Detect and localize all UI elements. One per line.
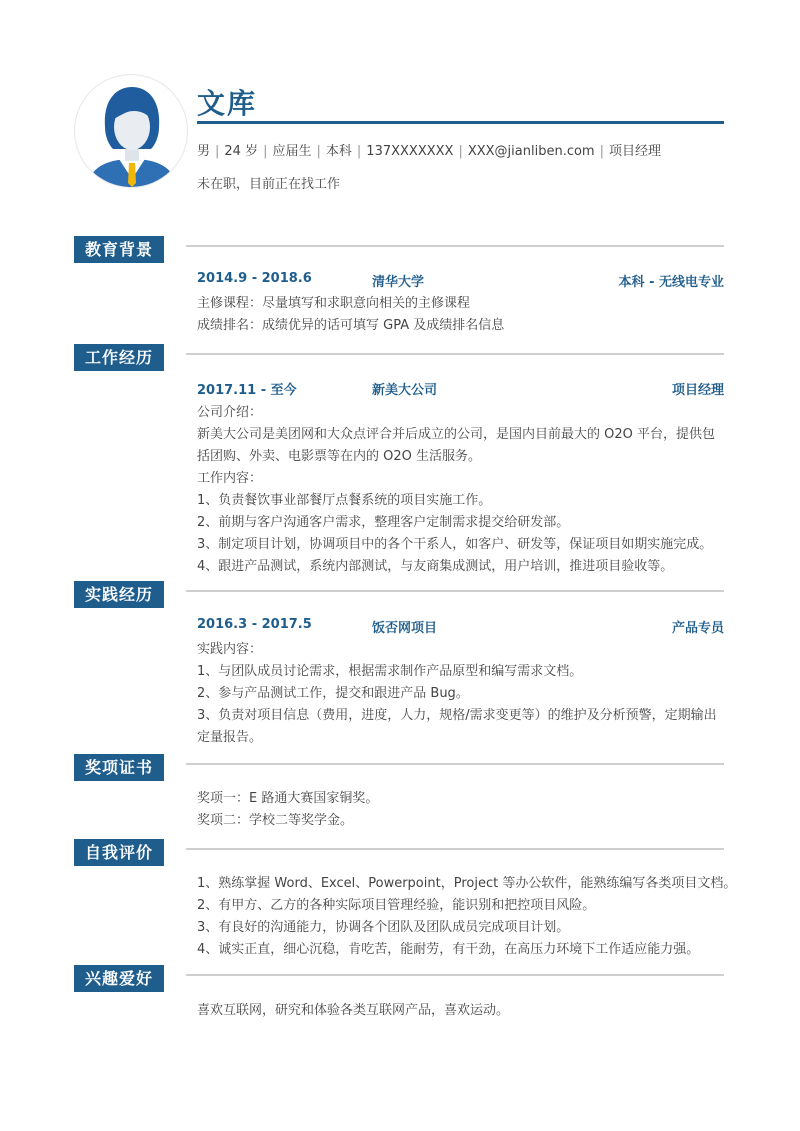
education-school: 清华大学 (372, 275, 425, 290)
self-evaluation-item: 2、有甲方、乙方的各种实际项目管理经验，能识别和把控项目风险。 (197, 898, 596, 913)
info-separator: | (599, 144, 604, 159)
work-role: 项目经理 (671, 383, 724, 398)
practice-row (197, 617, 724, 637)
practice-item: 2、参与产品测试工作，提交和跟进产品 Bug。 (197, 686, 469, 701)
work-period: 2017.11 - 至今 (197, 383, 297, 398)
work-item: 3、制定项目计划，协调项目中的各个干系人，如客户、研发等，保证项目如期实施完成。 (197, 537, 713, 552)
candidate-name: 文库 (197, 87, 258, 120)
section-title-work: 工作经历 (74, 344, 164, 371)
info-phone: 137XXXXXXX (366, 144, 454, 159)
info-separator: | (356, 144, 362, 159)
info-age: 24 岁 (224, 144, 259, 159)
info-gender: 男 (197, 144, 211, 159)
self-evaluation-item: 1、熟练掌握 Word、Excel、Powerpoint，Project 等办公软件，能熟练编写各类项目文档。 (197, 876, 737, 891)
section-title-practice: 实践经历 (74, 581, 164, 608)
practice-item: 1、与团队成员讨论需求，根据需求制作产品原型和编写需求文档。 (197, 664, 583, 679)
work-intro-label: 公司介绍： (197, 405, 263, 420)
practice-item: 3、负责对项目信息（费用，进度，人力，规格/需求变更等）的维护及分析预警，定期输出定量报告。 (197, 708, 717, 745)
award-item: 奖项二：学校二等奖学金。 (197, 813, 354, 828)
person-avatar-icon (75, 75, 188, 188)
work-item: 4、跟进产品测试，系统内部测试，与友商集成测试，用户培训，推进项目验收等。 (197, 559, 674, 574)
practice-project: 饭否网项目 (372, 621, 438, 636)
info-separator: | (215, 144, 220, 159)
practice-content-label: 实践内容： (197, 642, 263, 657)
self-evaluation-item: 4、诚实正直，细心沉稳，肯吃苦，能耐劳，有干劲，在高压力环境下工作适应能力强。 (197, 942, 700, 957)
section-divider (186, 353, 724, 355)
education-degree: 本科 - 无线电专业 (618, 275, 724, 290)
section-title-hobbies: 兴趣爱好 (74, 965, 164, 992)
info-status: 应届生 (272, 144, 312, 159)
job-status: 未在职，目前正在找工作 (197, 177, 341, 192)
personal-info (197, 140, 661, 159)
award-item: 奖项一：E 路通大赛国家铜奖。 (197, 791, 379, 806)
practice-role: 产品专员 (671, 621, 724, 636)
work-intro: 新美大公司是美团网和大众点评合并后成立的公司，是国内目前最大的 O2O 平台，提供包括团购、外卖、电影票等在内的 O2O 生活服务。 (197, 427, 716, 464)
section-divider (186, 590, 724, 592)
section-divider (186, 245, 724, 247)
section-title-education: 教育背景 (74, 236, 164, 263)
work-item: 1、负责餐饮事业部餐厅点餐系统的项目实施工作。 (197, 493, 492, 508)
section-title-awards: 奖项证书 (74, 754, 164, 781)
info-degree: 本科 (325, 144, 352, 159)
work-company: 新美大公司 (372, 383, 438, 398)
work-content-label: 工作内容： (197, 471, 263, 486)
name-underline (197, 121, 724, 124)
self-evaluation-item: 3、有良好的沟通能力，协调各个团队及团队成员完成项目计划。 (197, 920, 570, 935)
section-divider (186, 848, 724, 850)
hobbies-text: 喜欢互联网，研究和体验各类互联网产品，喜欢运动。 (197, 1003, 510, 1018)
info-target-role: 项目经理 (609, 144, 662, 159)
avatar (74, 74, 188, 188)
work-row (197, 379, 724, 399)
info-email: XXX@jianliben.com (467, 144, 595, 159)
work-item: 2、前期与客户沟通客户需求，整理客户定制需求提交给研发部。 (197, 515, 570, 530)
section-title-self-evaluation: 自我评价 (74, 839, 164, 866)
info-separator: | (263, 144, 268, 159)
education-ranking: 成绩排名：成绩优异的话可填写 GPA 及成绩排名信息 (197, 318, 505, 333)
section-divider (186, 763, 724, 765)
education-row (197, 271, 724, 291)
info-separator: | (458, 144, 463, 159)
practice-period: 2016.3 - 2017.5 (197, 617, 312, 632)
section-divider (186, 974, 724, 976)
education-period: 2014.9 - 2018.6 (197, 271, 312, 286)
education-courses: 主修课程：尽量填写和求职意向相关的主修课程 (197, 296, 471, 311)
info-separator: | (316, 144, 321, 159)
